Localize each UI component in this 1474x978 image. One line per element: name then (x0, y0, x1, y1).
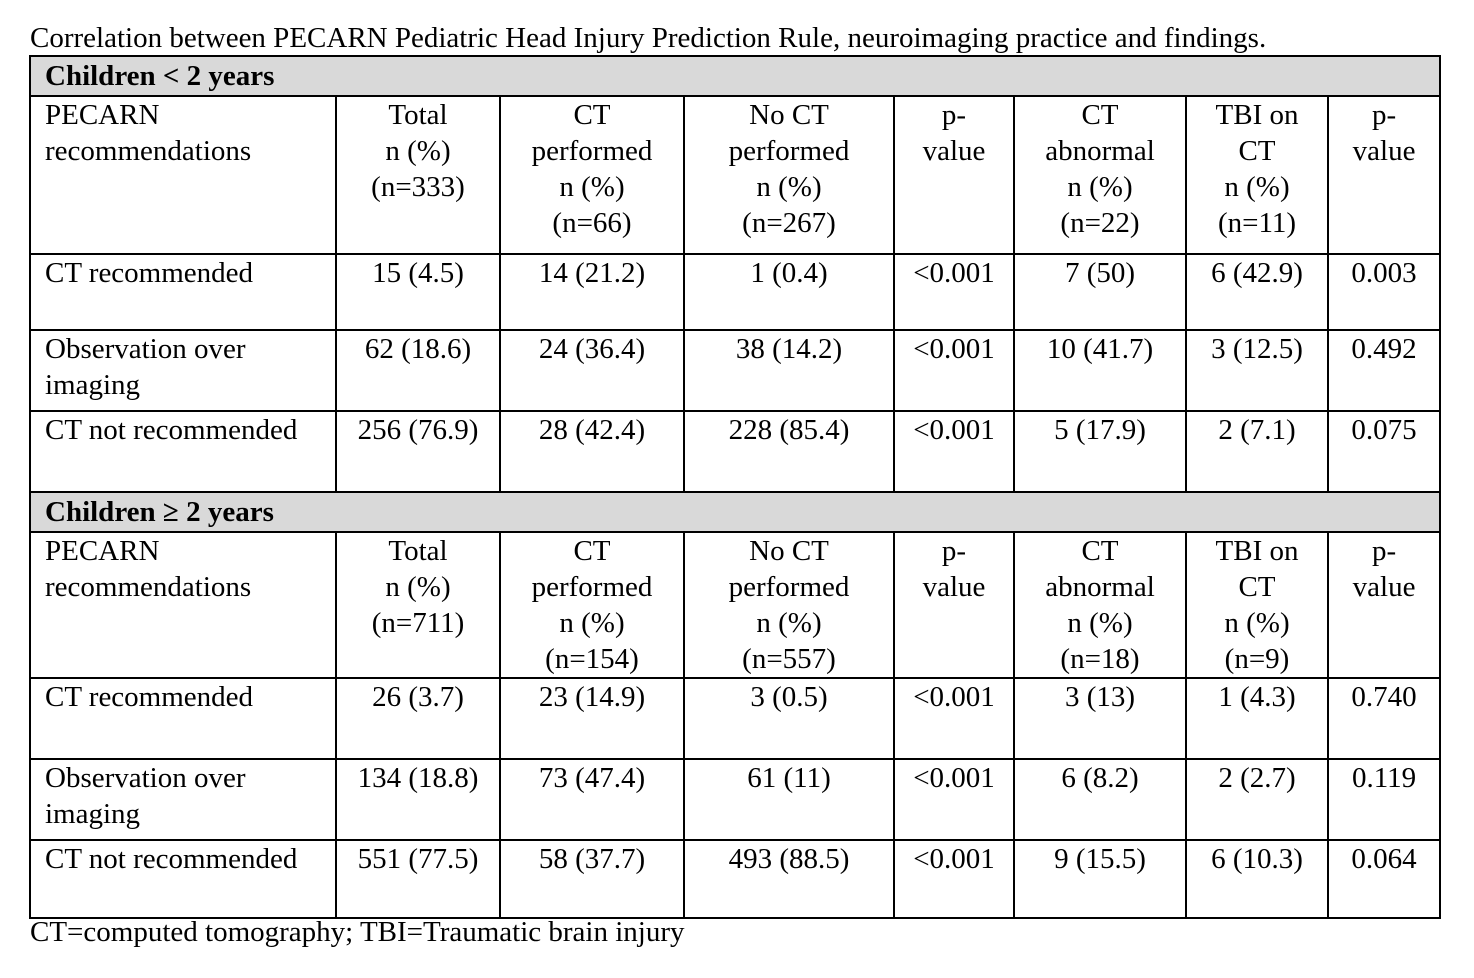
section-header-row (30, 56, 1440, 96)
cell-p-value: 0.740 (1328, 678, 1440, 759)
header-p-value: p- value (894, 96, 1014, 254)
header-total: Total n (%) (n=711) (336, 532, 500, 678)
table-footnote: CT=computed tomography; TBI=Traumatic brain injury (30, 916, 685, 948)
cell-tbi-on-ct: 3 (12.5) (1186, 330, 1328, 411)
cell-no-ct-performed: 1 (0.4) (684, 254, 894, 330)
cell-ct-performed: 14 (21.2) (500, 254, 684, 330)
section-title: Children < 2 years (30, 56, 1440, 96)
cell-p-value: 0.075 (1328, 411, 1440, 492)
cell-no-ct-performed: 38 (14.2) (684, 330, 894, 411)
row-label: Observation over imaging (30, 330, 336, 411)
cell-p-value: 0.003 (1328, 254, 1440, 330)
header-ct-performed: CT performed n (%) (n=66) (500, 96, 684, 254)
cell-no-ct-performed: 228 (85.4) (684, 411, 894, 492)
section-header-row (30, 492, 1440, 532)
cell-tbi-on-ct: 2 (7.1) (1186, 411, 1328, 492)
header-tbi-on-ct: TBI on CT n (%) (n=11) (1186, 96, 1328, 254)
results-table (29, 55, 1441, 919)
cell-p-value: <0.001 (894, 330, 1014, 411)
column-header-row (30, 532, 1440, 678)
column-header-row (30, 96, 1440, 254)
row-label: Observation over imaging (30, 759, 336, 840)
cell-no-ct-performed: 493 (88.5) (684, 840, 894, 918)
cell-ct-abnormal: 5 (17.9) (1014, 411, 1186, 492)
cell-ct-abnormal: 3 (13) (1014, 678, 1186, 759)
table-caption: Correlation between PECARN Pediatric Head Injury Prediction Rule, neuroimaging practice and findings. (30, 22, 1267, 54)
row-label: CT recommended (30, 254, 336, 330)
row-label: CT not recommended (30, 411, 336, 492)
cell-ct-performed: 23 (14.9) (500, 678, 684, 759)
header-p-value: p- value (1328, 96, 1440, 254)
cell-ct-abnormal: 10 (41.7) (1014, 330, 1186, 411)
cell-ct-performed: 73 (47.4) (500, 759, 684, 840)
header-ct-abnormal: CT abnormal n (%) (n=22) (1014, 96, 1186, 254)
section-title: Children ≥ 2 years (30, 492, 1440, 532)
cell-ct-abnormal: 6 (8.2) (1014, 759, 1186, 840)
cell-total: 551 (77.5) (336, 840, 500, 918)
cell-p-value: 0.492 (1328, 330, 1440, 411)
cell-tbi-on-ct: 6 (10.3) (1186, 840, 1328, 918)
header-no-ct-performed: No CT performed n (%) (n=557) (684, 532, 894, 678)
table-row (30, 411, 1440, 492)
cell-p-value: <0.001 (894, 411, 1014, 492)
cell-total: 62 (18.6) (336, 330, 500, 411)
cell-total: 256 (76.9) (336, 411, 500, 492)
cell-ct-performed: 24 (36.4) (500, 330, 684, 411)
header-ct-abnormal: CT abnormal n (%) (n=18) (1014, 532, 1186, 678)
header-p-value: p- value (894, 532, 1014, 678)
cell-no-ct-performed: 3 (0.5) (684, 678, 894, 759)
cell-ct-abnormal: 9 (15.5) (1014, 840, 1186, 918)
table-row (30, 840, 1440, 918)
cell-p-value: <0.001 (894, 840, 1014, 918)
table-row (30, 330, 1440, 411)
cell-ct-performed: 58 (37.7) (500, 840, 684, 918)
cell-p-value: <0.001 (894, 254, 1014, 330)
header-recommendations: PECARN recommendations (30, 96, 336, 254)
cell-p-value: 0.064 (1328, 840, 1440, 918)
cell-tbi-on-ct: 6 (42.9) (1186, 254, 1328, 330)
cell-ct-abnormal: 7 (50) (1014, 254, 1186, 330)
cell-p-value: 0.119 (1328, 759, 1440, 840)
row-label: CT recommended (30, 678, 336, 759)
cell-total: 134 (18.8) (336, 759, 500, 840)
cell-ct-performed: 28 (42.4) (500, 411, 684, 492)
cell-total: 26 (3.7) (336, 678, 500, 759)
header-total: Total n (%) (n=333) (336, 96, 500, 254)
header-no-ct-performed: No CT performed n (%) (n=267) (684, 96, 894, 254)
header-ct-performed: CT performed n (%) (n=154) (500, 532, 684, 678)
cell-tbi-on-ct: 1 (4.3) (1186, 678, 1328, 759)
row-label: CT not recommended (30, 840, 336, 918)
table-row (30, 254, 1440, 330)
cell-total: 15 (4.5) (336, 254, 500, 330)
header-recommendations: PECARN recommendations (30, 532, 336, 678)
cell-p-value: <0.001 (894, 759, 1014, 840)
header-p-value: p- value (1328, 532, 1440, 678)
cell-tbi-on-ct: 2 (2.7) (1186, 759, 1328, 840)
header-tbi-on-ct: TBI on CT n (%) (n=9) (1186, 532, 1328, 678)
cell-p-value: <0.001 (894, 678, 1014, 759)
table-row (30, 759, 1440, 840)
cell-no-ct-performed: 61 (11) (684, 759, 894, 840)
table-row (30, 678, 1440, 759)
